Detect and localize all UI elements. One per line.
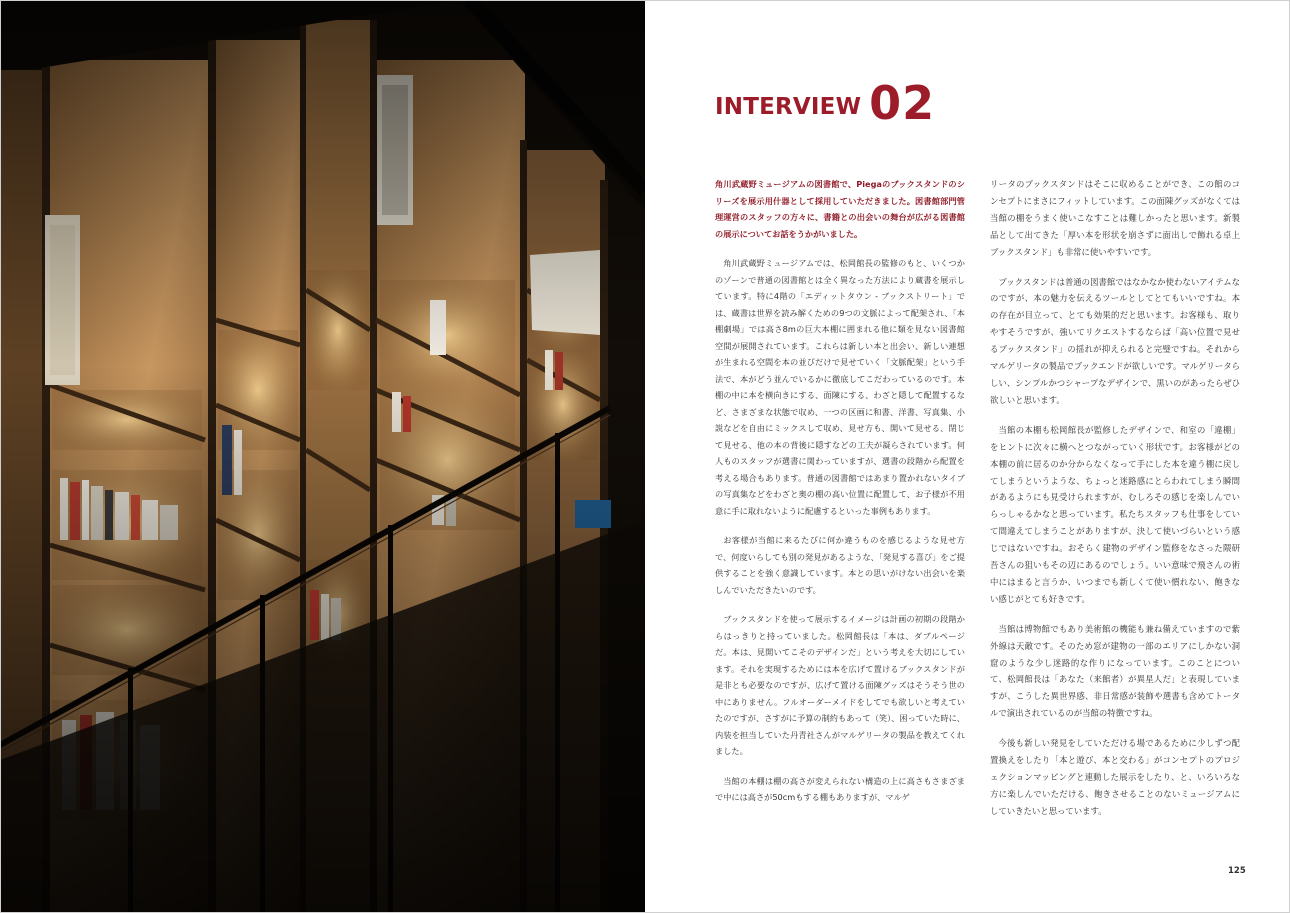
paragraph: 当館は博物館でもあり美術館の機能も兼ね備えていますので紫外線は天敵です。そのため窓が建物の一部のエリアにしかない洞窟のような少し迷路的な作りになっています。このことについて、松岡館長は「あなた（来館者）が異星人だ」と表現していますが、こうした異世界感、非日常感が装飾や選書も含めてトータルで演出されているのが当館の特徴ですね。 [990,623,1240,719]
title-number: 02 [869,76,936,130]
title-word: INTERVIEW [715,94,862,120]
paragraph: 当館の本棚は棚の高さが変えられない構造の上に高さもさまざまで中には高さが50cmもする棚もありますが、マルゲ [715,775,965,802]
text-column-left [715,176,965,819]
paragraph: お客様が当館に来るたびに何か違うものを感じるような見せ方で、何度いらしても別の発見があるような、「発見する喜び」をご提供することを強く意識しています。本との思いがけない出会いを楽しんでいただきたいのです。 [715,535,965,595]
interview-title [715,76,936,130]
paragraph: リータのブックスタンドはそこに収めることができ、この館のコンセプトにまさにフィットしています。この面陳グッズがなくては当館の棚をうまく使いこなすことは難しかったと思います。新製品として出てきた「厚い本を形状を崩さずに面出しで飾れる卓上ブックスタンド」も非常に使いやすいです。 [990,179,1240,257]
paragraph: 今後も新しい発見をしていただける場であるために少しずつ配置換えをしたり「本と遊び、本と交わる」がコンセプトのプロジェクションマッピングと連動した展示をしたり、と、いろいろな方に楽しんでいただける、飽きさせることのないミュージアムにしていきたいと思っています。 [990,738,1240,816]
text-column-right [990,176,1240,833]
paragraph: ブックスタンドを使って展示するイメージは計画の初期の段階からはっきりと持っていました。松岡館長は「本は、ダブルページだ。本は、見開いてこそのデザインだ」という考えを大切にしています。それを実現するためには本を広げて置けるブックスタンドが是非とも必要なのですが、広げて置ける面陳グッズはそうそう世の中にありません。フルオーダーメイドをしてでも欲しいと考えていたのですが、さすがに予算の制約もあって（笑）、困っていた時に、内装を担当していた丹青社さんがマルゲリータの製品を教えてくれました。 [715,614,965,756]
paragraph: ブックスタンドは普通の図書館ではなかなか使わないアイテムなのですが、本の魅力を伝えるツールとしてとてもいいですね。本の存在が目立って、とても効果的だと思います。お客様も、取りやすそうですが、強いてリクエストするならば「高い位置で見せるブックスタンド」の揺れが抑えられると完璧ですね。それからマルゲリータの製品でブックエンドが欲しいです。マルゲリータらしい、シンプルかつシャープなデザインで、黒いのがあったらぜひ欲しいと思います。 [990,276,1240,405]
paragraph: 角川武蔵野ミュージアムでは、松岡館長の監修のもと、いくつかのゾーンで普通の図書館とは全く異なった方法により蔵書を展示しています。特に4階の「エディットタウン - ブックストリート」では、蔵書は世界を読み解くための9つの文脈によって配架され、「本棚劇場」では高さ8mの巨大本棚に囲まれる他に類を見ない図書館空間が展開されています。これらは新しい本と出会い、新しい連想が生まれる空間を本の並びだけで見せていく「文脈配架」という手法で、本がどう並んでいるかに徹底してこだわっているのです。本棚の中に本を横向きにする、面陳にする、わざと隠して配置するなど、さまざまな状態で収め、一つの区画に和書、洋書、写真集、小説などを自由にミックスして収め、見せ方も、開いて見せる、閉じて見せる、他の本の背後に隠すなどの工夫が凝らされています。何人ものスタッフが選書に関わっていますが、選書の段階から配置を考える場合もあります。普通の図書館ではあまり置かれないタイプの写真集などをわざと奥の棚の高い位置に配置して、お子様が不用意に手に取れないように配慮するといった事例もあります。 [715,258,965,516]
page-number: 125 [1228,866,1246,876]
article-lead: 角川武蔵野ミュージアムの図書館で、Piegaのブックスタンドのシリーズを展示用什器として採用していただきました。図書館部門管理運営のスタッフの方々に、書籍との出会いの舞台が広がる図書館の展示についてお話をうかがいました。 [715,179,965,239]
paragraph: 当館の本棚も松岡館長が監修したデザインで、和室の「違棚」をヒントに次々に横へとつながっていく形状です。お客様がどの本棚の前に居るのか分からなくなって手にした本を違う棚に戻してしまうというような、ちょっと迷路感にとらわれてしまう瞬間があるようにも見受けられますが、むしろその感じを楽しんでいらっしゃるかなと思っています。私たちスタッフも仕事をしていて間違えてしまうことがありますが、決して使いづらいという感じではないですね。おそらく建物のデザイン監修をなさった隈研吾さんの狙いもその辺にあるのでしょう。いい意味で飛さんの術中にはまると言うか、いつまでも新しくて使い慣れない、飽きない感じがとても好きです。 [990,424,1240,604]
